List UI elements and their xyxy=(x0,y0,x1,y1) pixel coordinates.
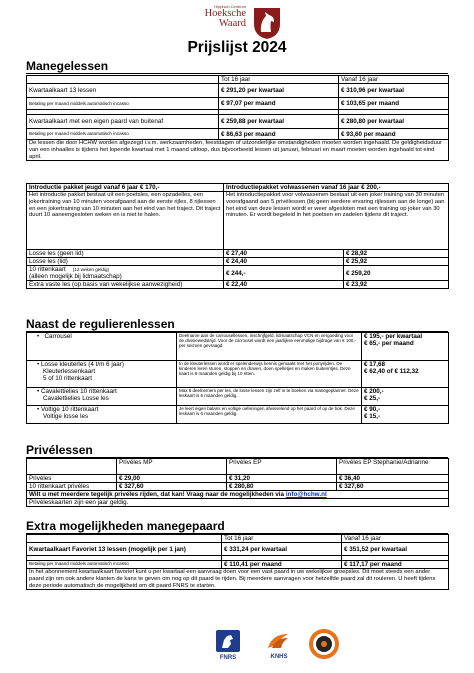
voltige-single-label: Voltige losse les xyxy=(43,413,89,420)
kleuter-ritten-label: 5 of 10 rittenkaart xyxy=(43,375,93,382)
col-header-tot16: Tot 16 jaar xyxy=(222,535,342,543)
row-label: Betaling per maand middels automatisch incasso xyxy=(27,129,219,140)
table-row xyxy=(27,361,449,388)
kleuter-price-single: € 17,68 xyxy=(364,361,386,368)
horse-crest-icon xyxy=(252,6,282,40)
fnrs-label: FNRS xyxy=(219,655,237,660)
row-label: Privéles xyxy=(27,475,117,483)
table-row xyxy=(27,250,449,258)
price-cell: € 331,24 per kwartaal xyxy=(222,543,342,556)
price-cell: € 36,40 xyxy=(337,475,449,483)
table-row xyxy=(27,388,449,406)
section-heading-naast: Naast de regulierenlessen xyxy=(26,318,448,332)
price-cell: € 31,20 xyxy=(227,475,337,483)
price-cell: € 327,60 xyxy=(337,483,449,491)
email-link[interactable]: info@hchw.nl xyxy=(285,491,327,498)
row-label: Kwartaalkaart 13 lessen xyxy=(27,84,219,98)
logo-subtitle: Hippisch Centrum xyxy=(214,4,246,9)
row-description: In de kleuterlessen wordt er spelenderwijs kennis gemaakt met het ponyrijden. De kinderen leren sturen, stoppen en draven, doen spelletjes en maken buitenritjes. Deze kaart is 6 maanden geldig bij 10 ritten. xyxy=(177,361,362,388)
intro-volwassenen-text: Het introductiepakket voor volwassenen bestaat uit een joker training van 30 minuten voorafgaand aan 5 privélessen (bij geen eerdere ervaring rijlessen aan de longe) aan het eind van deze lessen wordt er weer afgesloten met een training op joker van 30 minuten. Er wordt begeleid in het poetsen en zadelen tijdens dit traject. xyxy=(224,192,449,250)
price-cell: € 23,92 xyxy=(344,281,449,289)
bullet-icon: • xyxy=(37,388,40,395)
carrousel-label: Carrousel xyxy=(44,333,72,340)
table-row xyxy=(27,543,449,556)
manege-price-table xyxy=(26,75,449,161)
intro-title-row xyxy=(27,184,449,192)
row-label xyxy=(27,388,177,406)
row-label: 10 rittenkaart privéles xyxy=(27,483,117,491)
empty-header-cell xyxy=(27,459,117,475)
table-row xyxy=(27,281,449,289)
table-header-row xyxy=(27,76,449,84)
price-cell: € 280,80 xyxy=(227,483,337,491)
kleuter-kaart-label: Kleuterlessenkaart xyxy=(43,368,96,375)
table-row xyxy=(27,333,449,361)
table-row xyxy=(27,98,449,110)
naast-table xyxy=(26,332,449,424)
row-label xyxy=(27,406,177,424)
voltige-price-card: € 90,- xyxy=(364,406,381,413)
logo-name-line2: Waard xyxy=(218,18,246,29)
price-cell xyxy=(362,406,449,424)
voltige-price-single: € 15,- xyxy=(364,413,381,420)
note-row xyxy=(27,491,449,499)
price-cell: € 29,00 xyxy=(117,475,227,483)
col-header-prive-ep-instructor: Privéles EP Stephanie/Adrianne xyxy=(337,459,449,475)
price-cell: € 25,92 xyxy=(344,258,449,266)
carrousel-price-quarter: € 195,- per kwartaal xyxy=(364,333,423,340)
table-row xyxy=(27,84,449,98)
price-cell: € 291,20 per kwartaal xyxy=(219,84,339,98)
cav-price-card: € 200,- xyxy=(364,388,384,395)
intro-package-table xyxy=(26,183,449,289)
kleuter-price-card: € 62,40 of € 112,32 xyxy=(364,368,419,375)
price-cell: € 327,60 xyxy=(117,483,227,491)
price-cell: € 27,40 xyxy=(224,250,344,258)
table-row xyxy=(27,129,449,140)
price-cell: € 259,88 per kwartaal xyxy=(219,115,339,129)
col-header-prive-ep: Privéles EP xyxy=(227,459,337,475)
rittenkaart-condition: (alleen mogelijk bij lidmaatschap) xyxy=(29,273,122,280)
row-label: Kwartaalkaart Favoriet 13 lessen (mogelijk per 1 jan) xyxy=(27,543,222,556)
col-header-vanaf16: Vanaf 16 jaar xyxy=(339,76,449,84)
logo-name-line1: Hoeksche xyxy=(204,8,246,19)
table-row xyxy=(27,258,449,266)
table-row xyxy=(27,406,449,424)
price-cell: € 280,80 per kwartaal xyxy=(339,115,449,129)
page-title: Prijslijst 2024 xyxy=(187,39,287,56)
table-row xyxy=(27,483,449,491)
knhs-logo-icon xyxy=(262,630,296,660)
bullet-icon: • xyxy=(37,406,40,413)
price-cell: € 259,20 xyxy=(344,266,449,281)
table-row xyxy=(27,266,449,281)
col-header-tot16: Tot 16 jaar xyxy=(219,76,339,84)
table-row xyxy=(27,115,449,129)
fnrs-logo-icon xyxy=(216,630,240,660)
price-cell xyxy=(362,388,449,406)
price-cell xyxy=(362,361,449,388)
table-row xyxy=(27,561,449,569)
table-header-row xyxy=(27,459,449,475)
row-label xyxy=(27,266,224,281)
table-header-row xyxy=(27,535,449,543)
section-heading-manegelessen: Manegelessen xyxy=(26,60,448,74)
carrousel-price-month: € 65,- per maand xyxy=(364,340,414,347)
bullet-icon: • xyxy=(37,333,40,340)
circular-badge-icon xyxy=(308,628,340,660)
row-label xyxy=(27,361,177,388)
intro-jeugd-title: Introductie pakket jeugd vanaf 6 jaar € 170,- xyxy=(27,184,224,192)
cav-price-single: € 25,- xyxy=(364,395,381,402)
price-cell xyxy=(362,333,449,361)
price-cell: € 110,41 per maand xyxy=(222,561,342,569)
price-cell: € 310,96 per kwartaal xyxy=(339,84,449,98)
row-description: Max 8 deelnemers per les, de losse lessen zijn zelf in te boeken via manegeplanner. Deze leskaart is 6 maanden geldig. xyxy=(177,388,362,406)
col-header-prive-mp: Privéles MP xyxy=(117,459,227,475)
prive-table xyxy=(26,458,449,507)
intro-jeugd-text: Het introductie pakket bestaat uit een poetsles, een opzadelles, een jokertraining van 10 minuten voorafgaand aan de eerste rijles, 8 rijlessen en een jokertraining van 10 minuten aan het eind van het traject. Dit traject duurt 10 aaneengesloten weken en is niet te halen. xyxy=(27,192,224,250)
price-cell: € 244,- xyxy=(224,266,344,281)
col-header-vanaf16: Vanaf 16 jaar xyxy=(342,535,449,543)
row-description: Je leert eigen balans en voltige oefeningen afwisselend op het paard of op de bok. Deze leskaart is 6 maanden geldig. xyxy=(177,406,362,424)
price-cell: € 103,65 per maand xyxy=(339,98,449,110)
intro-volwassenen-title: Introductiepakket volwassenen vanaf 16 jaar € 200,- xyxy=(224,184,449,192)
price-cell: € 28,92 xyxy=(344,250,449,258)
extra-table xyxy=(26,534,449,590)
inhaalles-note: De lessen die door HCHW worden afgezegd i.v.m. werkzaamheden, feestdagen of uitzonderlijke omstandigheden moeten worden ingehaald. De geldigheidsduur van een inhaalles is tijdens het lopende kwartaal met 1 maand uitloop, dus bijvoorbeeld lessen uit januari, februari en maart moeten worden ingehaald tot eind april. xyxy=(27,140,449,161)
empty-header-cell xyxy=(27,535,222,543)
table-row xyxy=(27,475,449,483)
price-cell: € 93,60 per maand xyxy=(339,129,449,140)
section-heading-prive: Privélessen xyxy=(26,444,448,458)
footer-logos xyxy=(0,628,474,660)
prive-note xyxy=(27,491,449,499)
prive-note-text: Wilt u met meerdere tegelijk privéles rijden, dat kan! Vraag naar de mogelijkheden via xyxy=(29,491,285,498)
row-label: Kwartaalkaart met een eigen paard van buitenaf xyxy=(27,115,219,129)
row-label: Extra vaste les (op basis van wekelijkse aanwezigheid) xyxy=(27,281,224,289)
rittenkaart-validity: (12 weken geldig) xyxy=(72,267,110,272)
price-cell: € 97,07 per maand xyxy=(219,98,339,110)
price-cell: € 86,63 per maand xyxy=(219,129,339,140)
prive-validity-note: Privéleskaarten zijn een jaar geldig. xyxy=(27,499,449,507)
cav-single-label: Cavalettielies Losse les xyxy=(43,395,109,402)
row-label: Losse les (lid) xyxy=(27,258,224,266)
note-row xyxy=(27,140,449,161)
row-label: Betaling per maand middels automatisch incasso xyxy=(27,561,222,569)
hchw-logo xyxy=(186,4,290,44)
empty-header-cell xyxy=(27,76,219,84)
voltige-card-label: Voltige 10 rittenkaart xyxy=(40,406,99,413)
row-description: Deelname aan de carrousellessen, inschrijfgeld, lidmaatschap VCN en vergoeding voor de divisiewedstrijd. Voor de carrousel wordt een jaarlijkse eenmalige bijdrage van € 100,- per seizoen gevraagd. xyxy=(177,333,362,361)
favoriet-note: In het abonnement kwartaalkaart favoriet kunt u per kwartaal een aanvraag doen voor een vast paard in uw wekelijkse groepsles. Dit moet steeds een ander paard zijn om ook andere klanten de kans te geven om nog op dit paard te rijden. Bij meerdere aanvragen voor hetzelfde paard zal dit rouleren. U heeft tijdens deze periode automatisch de mogelijkheid om dit paard FNRS te starten. xyxy=(27,569,449,590)
price-cell: € 117,17 per maand xyxy=(342,561,449,569)
knhs-label: KNHS xyxy=(270,654,288,660)
kleuter-label: Losse kleuterles (4 t/m 6 jaar) xyxy=(40,361,124,368)
row-label: Betaling per maand middels automatisch incasso xyxy=(27,98,219,110)
price-cell: € 22,40 xyxy=(224,281,344,289)
note-row xyxy=(27,499,449,507)
rittenkaart-label: 10 rittenkaart xyxy=(29,266,66,273)
row-label: Losse les (geen lid) xyxy=(27,250,224,258)
price-cell: € 24,40 xyxy=(224,258,344,266)
price-cell: € 351,52 per kwartaal xyxy=(342,543,449,556)
section-heading-extra: Extra mogelijkheden manegepaard xyxy=(26,520,448,534)
row-label xyxy=(27,333,177,361)
intro-text-row xyxy=(27,192,449,250)
cav-card-label: Cavalettielies 10 rittenkaart xyxy=(40,388,117,395)
bullet-icon: • xyxy=(37,361,40,368)
note-row xyxy=(27,569,449,590)
